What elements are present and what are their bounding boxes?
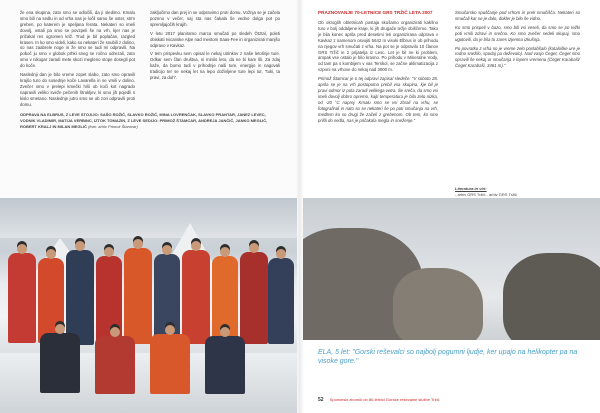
- paragraph: Naslednji dan je bilo vreme zopet slabo, zato smo opravili krajšo turo do sosednje koče Lavarella in se vmili v dolino. Zvečer smo v prelepi kmečki hiši ob koči kot nagrado napravili veliko sveže pečenih štrukljev, ki smo jih pojedli s kislo smetano. Naslednje jutro smo se ob zori odpravili proti domu.: [20, 72, 135, 107]
- paragraph: Ko smo prispeli v bazo, smo bili vsi veseli, da smo se po težki poti vrnili zdravi in srečno. Ko smo zvečer sedeli skupaj, smo ugotovili, da je bila to zares izjemna izkušnja.: [455, 24, 580, 42]
- paragraph: V tem prispevku sem opisal le nekaj utrinkov z naše letošnje ture. Odkar sem član društva, ni minilo leto, da ne bi kam šli. Za zdaj kaže, da bomo tudi v prihodnje naši ture, energijo in nagovali tradicijo ter se nekaj let na lepo doživljene ture lepi tur, "tuki, ta pravi, za duh".: [150, 51, 280, 81]
- paragraph: Primož Štamcar je o tej odpravi zapisal sledeče: "V soboto 28. aprila se je na vrh postopoma prebil vsa skupina, kje bil je pravi odmor iz pola zaradi velikega vetra. Še sreča, da smo vsi imeli dovolj dobro opremo, kajti temperatura je bila zelo nizka, od -20 °C naprej. Kmalu smo se vsi zbrali na vrhu, se fotografirali in nato so se nekateri še po poti smučanja na vrh, medtem ko so drugi že začeli z grebenom. Ob tem, ko smo prišli do sedla, nas je pričakala megla in sneženje.": [318, 76, 438, 123]
- climber-figure: [66, 250, 94, 345]
- climber-figure: [95, 336, 135, 394]
- paragraph: Ob okroglih obletnicah postaja skušamo organizirati kakšno turo v bolj oddaljene kraje, ki jih drugače težje obiščemo. Tako je bila konec aprila pred desetimi leti organizirana odprava v Kavkaz z namenom osvojiti 5642 m visoki Elbrus in ob prihodu na njegov vrh smučati z vrha. Na pot se je odpravilo 10 članov GRS Tržič in 2 prijatelja iz Lesc. Let je bil ne ki problem, ampak vse ostalo je bilo krasno. Po prihodu v Mineralne Vody, od tam pa s kombijem v vas Terskol, se začne aklimatizacija z vzponi na vrhove do nekaj nad 3000 m.: [318, 20, 438, 73]
- paragraph: Po povratku z vrha so je vreme zelo poslabšalo (kataloške ure je rodno snežilo, spodaj pa deževalo). Nad vasjo Čeget, Čeget smo opravili še nekaj ur smučanja v lepem vremenu (Čeget Karabaši/Čeget Karabaši, 3461 m).": [455, 45, 580, 69]
- climber-figure: [240, 252, 268, 344]
- article-heading: PRAZNOVANJE 70-LETNICE GRS TRŽIČ LETA 2007: [318, 10, 433, 15]
- group-photo: [0, 198, 297, 413]
- photo-sky: [0, 198, 297, 238]
- climber-figure: [268, 258, 294, 344]
- page-footer: [318, 397, 588, 403]
- caption-credit: (foto: arhiv Primož Štamcar): [88, 123, 138, 129]
- paragraph: že ena skupina, zato smo se odločili, da ji sledimo. Kmalu smo bili na sedlu in od vrha nas je ločil samo še oster, strm greben, po katerem je speljana ferata. Nekateri so imeli dovolj, ostali pa smo se povzpeli še na vrh, kjer nas je pričakal res ogromen križ. Trud je bil poplačan, razgled krasen. In ko smo videli, kako so nekateri že snubili z dolino, so nas zaabrele noge in že smo se tudi mi odpravili. Na poboč ju smo v globok prhki sneg se ročno odrezali, zato smo v nikogar zaradi mete skozi megleno stope dosegli pot do koče.: [20, 10, 135, 69]
- mountain-photo: [303, 198, 600, 340]
- photo-rock: [503, 253, 600, 340]
- child-quote: ELA, 5 let: "Gorski reševalci so najbolj pogumni ljudje, ker upajo na helikopter pa na visoke gore.": [318, 349, 578, 365]
- climber-figure: [205, 336, 245, 394]
- right-column-2: [455, 10, 580, 72]
- left-column-2: [150, 10, 280, 84]
- caption-text: ODPRAVA NA ELBRUS, Z LEVE STOJIJO: SAŠO ROŽIČ, SLAVKO ROŽIČ, MINA LOVRENČAK, SLAVKO PRANTAR, JANEZ LEVEC, VODNIK VLADIMIR, MATIJA VERBINC, IZTOK TOMAZIN, Z LEVE SEDIJO: PRIMOŽ ŠTAMCAR, ANDREJA JANČIČ, JANKO MEGLIČ, ROBERT KRALJ IN MILAN MEGLIČ: [20, 112, 268, 129]
- photo-rock: [393, 268, 483, 340]
- sources-title: Literatura in viri:: [455, 186, 487, 191]
- climber-figure: [40, 333, 80, 393]
- climber-figure: [8, 253, 36, 343]
- left-column-1: [20, 10, 135, 111]
- sources-text: - arhiv GRS Tržič - arhiv GRS Tržič: [455, 191, 518, 197]
- sources-block: [455, 186, 580, 197]
- right-column-1: [318, 10, 438, 126]
- climber-figure: [124, 248, 152, 344]
- climber-figure: [150, 334, 190, 394]
- paragraph: Smučarsko spuščanje pod vrhom in prek smučišča. Nekateri so smučali kar se je dalo, dokler je bilo še vidno.: [455, 10, 580, 21]
- page-number: 52: [318, 397, 324, 403]
- footer-text: Spominski zbornik ob 80-letnici Gorske reševalne službe Tržič: [329, 397, 440, 402]
- paragraph: zaključimo dan prej in se odpravimo proti domu. Vožnja se je začela poznno v večer, saj sta nas čakala še vedno dolga pot po spremljajočih krajih.: [150, 10, 280, 27]
- paragraph: V letu 2017 planiramo marca smučati po sledeh Ötztal, poleti obiskati Ivicanske Alpe nad mestom Saas-Fee in organizirati manjšo odpravo v Kavkaz.: [150, 30, 280, 48]
- climber-figure: [182, 250, 210, 344]
- photo-caption: [20, 112, 280, 129]
